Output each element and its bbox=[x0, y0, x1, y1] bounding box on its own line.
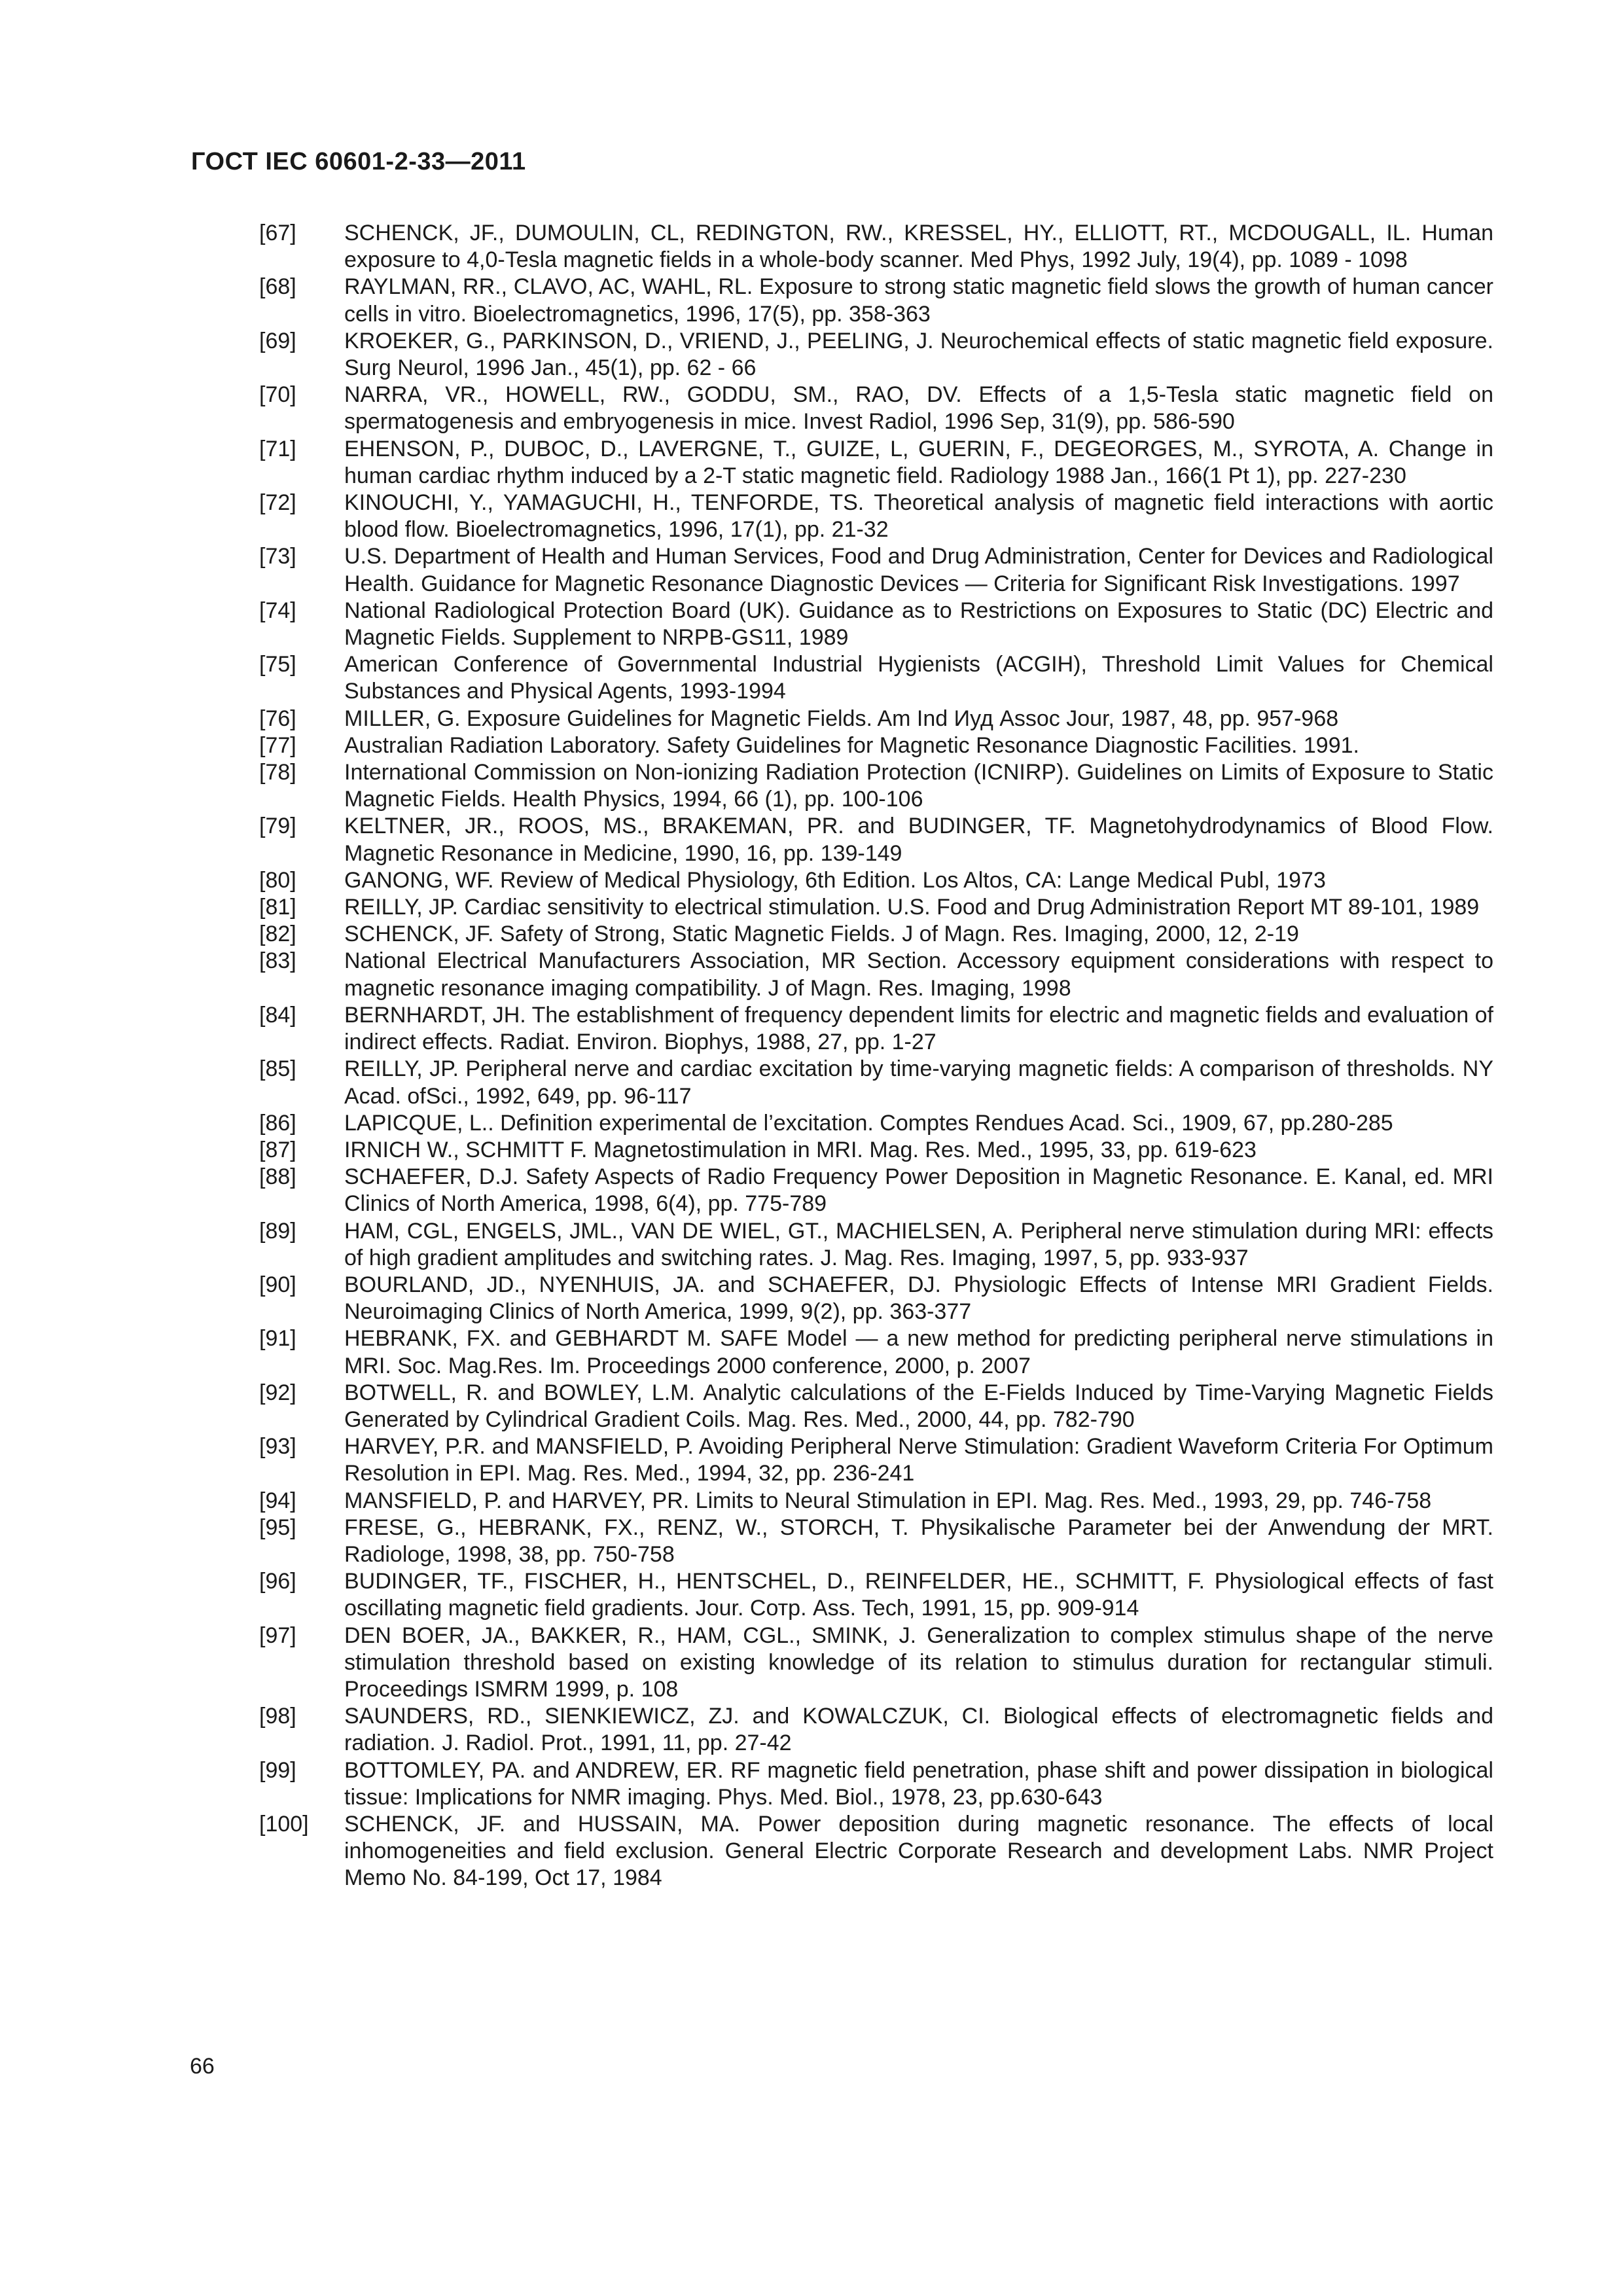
reference-item bbox=[259, 1568, 1493, 1622]
reference-item bbox=[259, 1380, 1493, 1433]
reference-item bbox=[259, 813, 1493, 867]
reference-item bbox=[259, 543, 1493, 597]
reference-item bbox=[259, 598, 1493, 651]
document-header: ГОСТ IEC 60601-2-33—2011 bbox=[191, 148, 526, 175]
reference-item bbox=[259, 1137, 1493, 1164]
reference-number: [79] bbox=[259, 814, 296, 839]
reference-number: [85] bbox=[259, 1056, 296, 1082]
reference-number: [69] bbox=[259, 328, 296, 353]
reference-number: [80] bbox=[259, 867, 296, 893]
reference-text: HEBRANK, FX. and GEBHARDT M. SAFE Model — a new method for predicting peripheral nerve stimulations in MRI. Soc. Mag.Res. Im. Proceedings 2000 conference, 2000, p. 2007 bbox=[344, 1326, 1493, 1378]
reference-item bbox=[259, 1488, 1493, 1515]
reference-item bbox=[259, 948, 1493, 1001]
reference-text: KROEKER, G., PARKINSON, D., VRIEND, J., PEELING, J. Neurochemical effects of static magnetic field exposure. Surg Neurol, 1996 Jan., 45(1), pp. 62 - 66 bbox=[344, 328, 1493, 381]
reference-text: SAUNDERS, RD., SIENKIEWICZ, ZJ. and KOWALCZUK, CI. Biological effects of electromagnetic fields and radiation. J. Radiol. Prot., 1991, 11, pp. 27-42 bbox=[344, 1704, 1493, 1756]
reference-number: [70] bbox=[259, 382, 296, 408]
reference-number: [95] bbox=[259, 1515, 296, 1540]
reference-text: BERNHARDT, JH. The establishment of frequency dependent limits for electric and magnetic fields and evaluation of indirect effects. Radiat. Environ. Biophys, 1988, 27, pp. 1-27 bbox=[344, 1002, 1493, 1055]
reference-number: [99] bbox=[259, 1757, 296, 1783]
reference-item bbox=[259, 220, 1493, 274]
reference-text: NARRA, VR., HOWELL, RW., GODDU, SM., RAO, DV. Effects of a 1,5-Tesla static magnetic field on spermatogenesis and embryogenesis in mice. Invest Radiol, 1996 Sep, 31(9), pp. 586-590 bbox=[344, 382, 1493, 435]
page-number: 66 bbox=[190, 2054, 215, 2079]
reference-item bbox=[259, 1325, 1493, 1379]
reference-number: [77] bbox=[259, 732, 296, 758]
reference-item bbox=[259, 1056, 1493, 1109]
reference-number: [78] bbox=[259, 760, 296, 785]
reference-text: BOURLAND, JD., NYENHUIS, JA. and SCHAEFER, DJ. Physiologic Effects of Intense MRI Gradient Fields. Neuroimaging Clinics of North America, 1999, 9(2), pp. 363-377 bbox=[344, 1272, 1493, 1325]
reference-number: [86] bbox=[259, 1110, 296, 1136]
reference-text: FRESE, G., HEBRANK, FX., RENZ, W., STORCH, T. Physikalische Parameter bei der Anwendung der MRT. Radiologe, 1998, 38, pp. 750-758 bbox=[344, 1515, 1493, 1567]
reference-number: [74] bbox=[259, 598, 296, 623]
reference-text: RAYLMAN, RR., CLAVO, AC, WAHL, RL. Exposure to strong static magnetic field slows the growth of human cancer cells in vitro. Bioelectromagnetics, 1996, 17(5), pp. 358-363 bbox=[344, 274, 1493, 327]
reference-number: [91] bbox=[259, 1326, 296, 1352]
reference-text: National Radiological Protection Board (UK). Guidance as to Restrictions on Exposures to Static (DC) Electric and Magnetic Fields. Supplement to NRPB-GS11, 1989 bbox=[344, 598, 1493, 651]
reference-text: SCHAEFER, D.J. Safety Aspects of Radio Frequency Power Deposition in Magnetic Resonance. E. Kanal, ed. MRI Clinics of North America, 1998, 6(4), pp. 775-789 bbox=[344, 1164, 1493, 1217]
reference-list bbox=[259, 220, 1493, 1892]
reference-number: [88] bbox=[259, 1164, 296, 1190]
reference-number: [93] bbox=[259, 1434, 296, 1460]
reference-item bbox=[259, 1002, 1493, 1056]
reference-text: American Conference of Governmental Industrial Hygienists (ACGIH), Threshold Limit Values for Chemical Substances and Physical Agents, 1993-1994 bbox=[344, 652, 1493, 704]
reference-number: [73] bbox=[259, 544, 296, 569]
reference-text: LAPICQUE, L.. Definition experimental de l’excitation. Comptes Rendues Acad. Sci., 1909, 67, pp.280-285 bbox=[344, 1110, 1393, 1136]
reference-item bbox=[259, 1272, 1493, 1325]
reference-item bbox=[259, 1433, 1493, 1487]
reference-item bbox=[259, 1164, 1493, 1217]
reference-number: [89] bbox=[259, 1218, 296, 1244]
reference-item bbox=[259, 867, 1493, 894]
reference-item bbox=[259, 759, 1493, 813]
reference-number: [67] bbox=[259, 221, 296, 245]
reference-item bbox=[259, 651, 1493, 705]
reference-number: [84] bbox=[259, 1002, 296, 1028]
reference-item bbox=[259, 732, 1493, 759]
reference-text: SCHENCK, JF., DUMOULIN, CL, REDINGTON, RW., KRESSEL, HY., ELLIOTT, RT., MCDOUGALL, IL. Human exposure to 4,0-Tesla magnetic fields in a whole-body scanner. Med Phys, 1992 July, 19(4), pp. 1089 - 1098 bbox=[344, 221, 1493, 273]
reference-text: SCHENCK, JF. Safety of Strong, Static Magnetic Fields. J of Magn. Res. Imaging, 2000, 12, 2-19 bbox=[344, 922, 1299, 947]
reference-item bbox=[259, 1515, 1493, 1568]
reference-text: BOTTOMLEY, PA. and ANDREW, ER. RF magnetic field penetration, phase shift and power dissipation in biological tissue: Implications for NMR imaging. Phys. Med. Biol., 1978, 23, pp.630-643 bbox=[344, 1757, 1493, 1810]
reference-text: BUDINGER, TF., FISCHER, H., HENTSCHEL, D., REINFELDER, HE., SCHMITT, F. Physiological effects of fast oscillating magnetic field gradients. Jour. Сотр. Ass. Tech, 1991, 15, pp. 909-914 bbox=[344, 1569, 1493, 1621]
reference-item bbox=[259, 921, 1493, 948]
reference-number: [76] bbox=[259, 706, 296, 731]
reference-number: [83] bbox=[259, 948, 296, 974]
reference-number: [97] bbox=[259, 1623, 296, 1648]
reference-item bbox=[259, 490, 1493, 543]
reference-text: BOTWELL, R. and BOWLEY, L.M. Analytic calculations of the E-Fields Induced by Time-Varying Magnetic Fields Generated by Cylindrical Gradient Coils. Mag. Res. Med., 2000, 44, pp. 782-790 bbox=[344, 1380, 1493, 1432]
reference-number: [81] bbox=[259, 895, 296, 920]
reference-number: [72] bbox=[259, 490, 296, 516]
reference-item bbox=[259, 1811, 1493, 1892]
reference-number: [68] bbox=[259, 274, 296, 300]
reference-text: Australian Radiation Laboratory. Safety Guidelines for Magnetic Resonance Diagnostic Facilities. 1991. bbox=[344, 732, 1359, 758]
reference-number: [96] bbox=[259, 1569, 296, 1594]
reference-item bbox=[259, 1110, 1493, 1137]
reference-item bbox=[259, 436, 1493, 490]
reference-text: DEN BOER, JA., BAKKER, R., HAM, CGL., SMINK, J. Generalization to complex stimulus shape of the nerve stimulation threshold based on existing knowledge of its relation to stimulus duration for rectangular stimuli. Proceedings ISMRM 1999, p. 108 bbox=[344, 1623, 1493, 1702]
reference-item bbox=[259, 894, 1493, 921]
reference-text: KELTNER, JR., ROOS, MS., BRAKEMAN, PR. and BUDINGER, TF. Magnetohydrodynamics of Blood Flow. Magnetic Resonance in Medicine, 1990, 16, pp. 139-149 bbox=[344, 814, 1493, 866]
reference-number: [94] bbox=[259, 1488, 296, 1513]
reference-item bbox=[259, 1623, 1493, 1704]
reference-number: [71] bbox=[259, 436, 296, 461]
reference-text: KINOUCHI, Y., YAMAGUCHI, H., TENFORDE, TS. Theoretical analysis of magnetic field interactions with aortic blood flow. Bioelectromagnetics, 1996, 17(1), pp. 21-32 bbox=[344, 490, 1493, 543]
reference-text: GANONG, WF. Review of Medical Physiology, 6th Edition. Los Altos, CA: Lange Medical Publ, 1973 bbox=[344, 867, 1326, 893]
reference-text: EHENSON, P., DUBOC, D., LAVERGNE, T., GUIZE, L, GUERIN, F., DEGEORGES, M., SYROTA, A. Change in human cardiac rhythm induced by a 2-T static magnetic field. Radiology 1988 Jan., 166(1 Pt 1), pp. 227-230 bbox=[344, 436, 1493, 488]
reference-item bbox=[259, 382, 1493, 435]
reference-number: [75] bbox=[259, 652, 296, 677]
reference-item bbox=[259, 1703, 1493, 1757]
reference-item bbox=[259, 1757, 1493, 1811]
reference-text: REILLY, JP. Peripheral nerve and cardiac excitation by time-varying magnetic fields: A comparison of thresholds. NY Acad. ofSci., 1992, 649, pp. 96-117 bbox=[344, 1056, 1493, 1109]
reference-text: MANSFIELD, P. and HARVEY, PR. Limits to Neural Stimulation in EPI. Mag. Res. Med., 1993, 29, pp. 746-758 bbox=[344, 1488, 1432, 1513]
reference-text: International Commission on Non-ionizing Radiation Protection (ICNIRP). Guidelines on Limits of Exposure to Static Magnetic Fields. Health Physics, 1994, 66 (1), pp. 100-106 bbox=[344, 760, 1493, 812]
reference-item bbox=[259, 274, 1493, 327]
reference-number: [87] bbox=[259, 1137, 296, 1162]
reference-text: REILLY, JP. Cardiac sensitivity to electrical stimulation. U.S. Food and Drug Administration Report MT 89-101, 1989 bbox=[344, 895, 1480, 920]
reference-text: HARVEY, P.R. and MANSFIELD, P. Avoiding Peripheral Nerve Stimulation: Gradient Waveform Criteria For Optimum Resolution in EPI. Mag. Res. Med., 1994, 32, pp. 236-241 bbox=[344, 1434, 1493, 1486]
reference-text: IRNICH W., SCHMITT F. Magnetostimulation in MRI. Mag. Res. Med., 1995, 33, pp. 619-623 bbox=[344, 1137, 1257, 1162]
reference-text: SCHENCK, JF. and HUSSAIN, MA. Power deposition during magnetic resonance. The effects of local inhomogeneities and field exclusion. General Electric Corporate Research and development Labs. NMR Project Memo No. 84-199, Oct 17, 1984 bbox=[344, 1811, 1493, 1891]
reference-text: MILLER, G. Exposure Guidelines for Magnetic Fields. Am Ind Иуд Assoc Jour, 1987, 48, pp. 957-968 bbox=[344, 706, 1339, 731]
reference-text: U.S. Department of Health and Human Services, Food and Drug Administration, Center for Devices and Radiological Health. Guidance for Magnetic Resonance Diagnostic Devices — Criteria for Significant Risk Investigations. 1997 bbox=[344, 544, 1493, 596]
reference-number: [82] bbox=[259, 922, 296, 947]
reference-number: [92] bbox=[259, 1380, 296, 1405]
reference-number: [98] bbox=[259, 1704, 296, 1729]
reference-number: [100] bbox=[259, 1811, 309, 1837]
reference-number: [90] bbox=[259, 1272, 296, 1297]
reference-text: National Electrical Manufacturers Association, MR Section. Accessory equipment considerations with respect to magnetic resonance imaging compatibility. J of Magn. Res. Imaging, 1998 bbox=[344, 948, 1493, 1001]
reference-item bbox=[259, 1218, 1493, 1272]
reference-text: HAM, CGL, ENGELS, JML., VAN DE WIEL, GT., MACHIELSEN, A. Peripheral nerve stimulation during MRI: effects of high gradient amplitudes and switching rates. J. Mag. Res. Imaging, 1997, 5, pp. 933-937 bbox=[344, 1218, 1493, 1270]
reference-item bbox=[259, 706, 1493, 732]
reference-item bbox=[259, 328, 1493, 382]
